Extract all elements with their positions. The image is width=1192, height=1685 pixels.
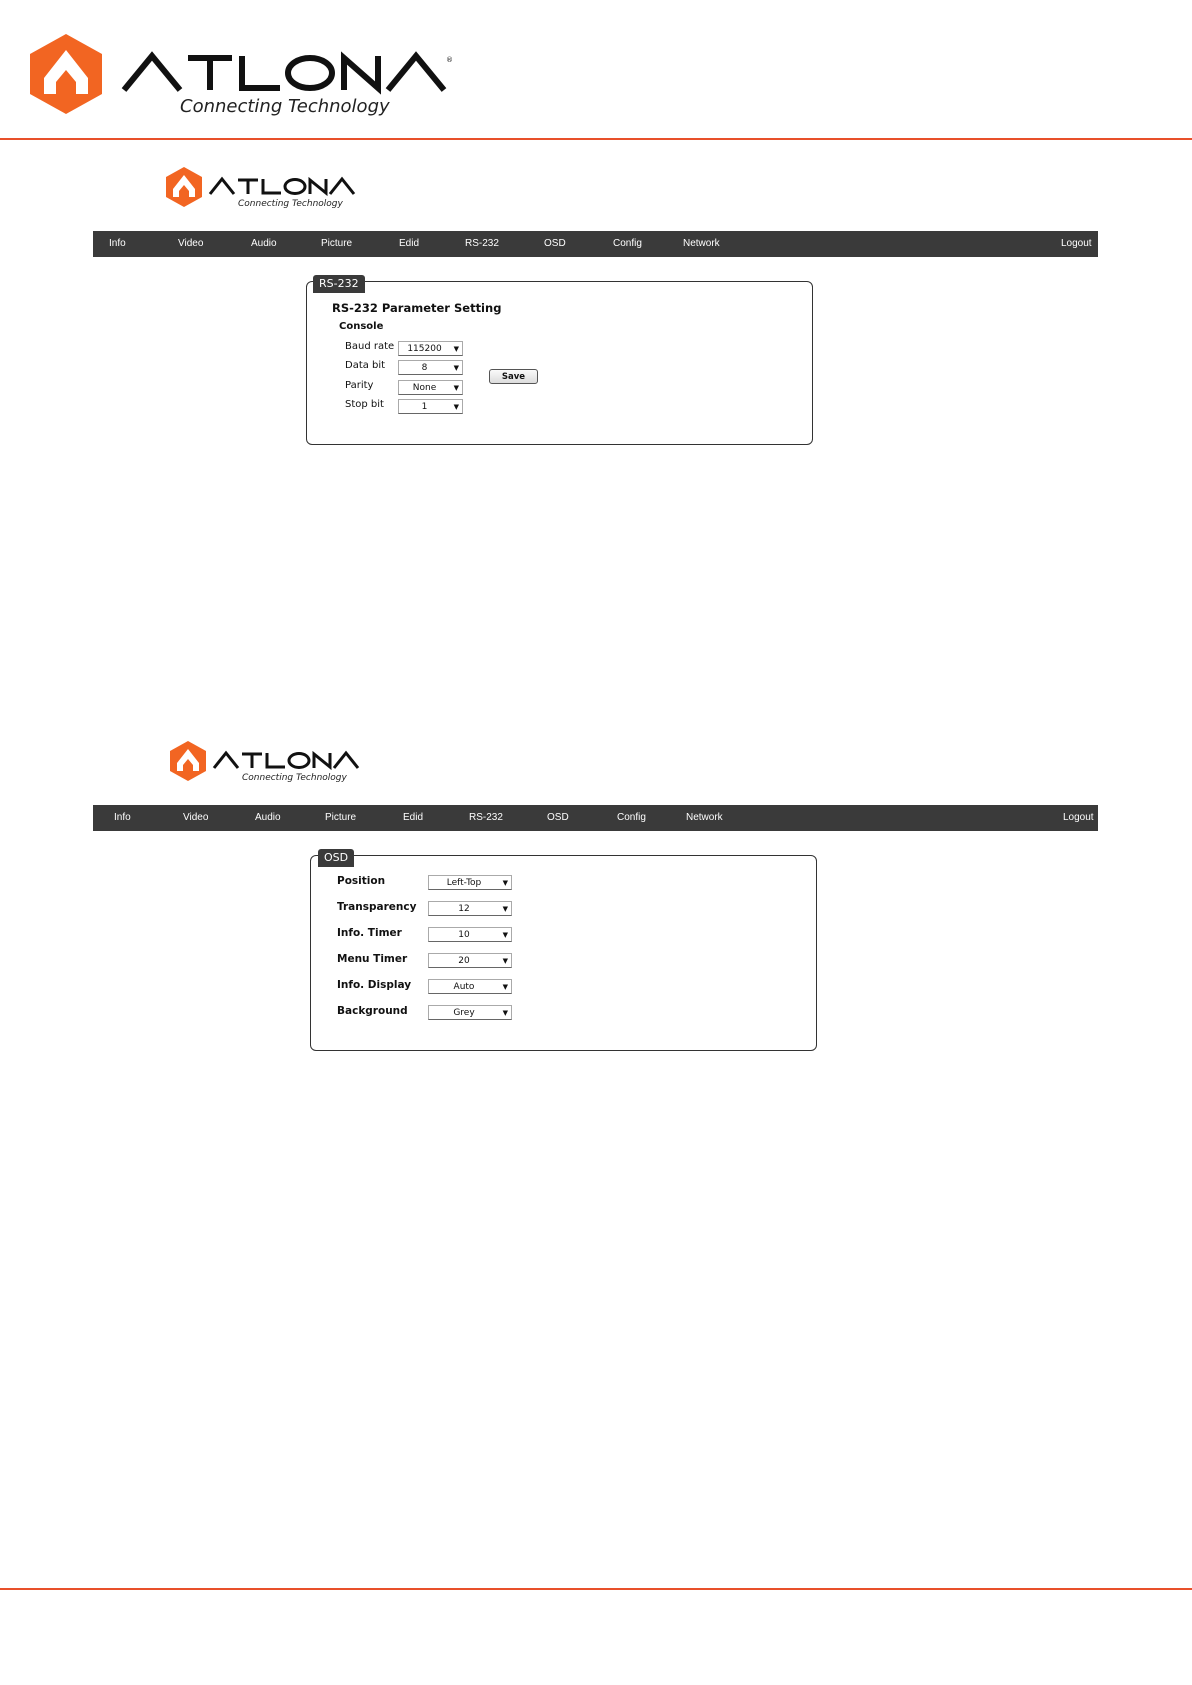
nav-network[interactable]: Network — [686, 812, 723, 823]
nav-osd[interactable]: OSD — [544, 238, 566, 249]
console-heading: Console — [339, 321, 384, 332]
logo-tagline: Connecting Technology — [180, 96, 390, 117]
parity-label: Parity — [345, 380, 374, 391]
nav-audio[interactable]: Audio — [255, 812, 281, 823]
nav-info[interactable]: Info — [109, 238, 126, 249]
chevron-down-icon: ▼ — [502, 1009, 508, 1017]
stop-bit-select[interactable]: 1 ▼ — [398, 399, 463, 414]
info-timer-label: Info. Timer — [337, 927, 402, 939]
nav-rs232[interactable]: RS-232 — [469, 812, 503, 823]
chevron-down-icon: ▼ — [502, 879, 508, 887]
chevron-down-icon: ▼ — [453, 403, 459, 411]
baud-rate-select[interactable]: 115200 ▼ — [398, 341, 463, 356]
position-select[interactable]: Left-Top ▼ — [428, 875, 512, 890]
document-logo — [26, 32, 466, 122]
nav-info[interactable]: Info — [114, 812, 131, 823]
menu-timer-select[interactable]: 20 ▼ — [428, 953, 512, 968]
nav-network[interactable]: Network — [683, 238, 720, 249]
nav-video[interactable]: Video — [183, 812, 209, 823]
baud-rate-label: Baud rate — [345, 341, 395, 352]
atlona-logo-icon — [26, 32, 466, 122]
header-rule — [0, 138, 1192, 140]
svg-text:®: ® — [446, 56, 453, 64]
chevron-down-icon: ▼ — [502, 983, 508, 991]
chevron-down-icon: ▼ — [502, 957, 508, 965]
logo-tagline: Connecting Technology — [238, 199, 343, 209]
nav-picture[interactable]: Picture — [325, 812, 357, 823]
rs232-panel-tag: RS-232 — [313, 275, 365, 293]
nav-video[interactable]: Video — [178, 238, 204, 249]
info-display-label: Info. Display — [337, 979, 412, 991]
background-label: Background — [337, 1005, 408, 1017]
nav-audio[interactable]: Audio — [251, 238, 277, 249]
save-button[interactable]: Save — [489, 369, 538, 384]
transparency-select[interactable]: 12 ▼ — [428, 901, 512, 916]
chevron-down-icon: ▼ — [453, 384, 459, 392]
menu-timer-label: Menu Timer — [337, 953, 408, 965]
chevron-down-icon: ▼ — [502, 905, 508, 913]
chevron-down-icon: ▼ — [453, 345, 459, 353]
nav-osd[interactable]: OSD — [547, 812, 569, 823]
info-timer-select[interactable]: 10 ▼ — [428, 927, 512, 942]
nav-config[interactable]: Config — [613, 238, 642, 249]
rs232-title: RS-232 Parameter Setting — [332, 301, 502, 315]
nav-logout[interactable]: Logout — [1061, 238, 1092, 249]
footer-rule — [0, 1588, 1192, 1590]
nav-edid[interactable]: Edid — [403, 812, 424, 823]
info-display-select[interactable]: Auto ▼ — [428, 979, 512, 994]
chevron-down-icon: ▼ — [453, 364, 459, 372]
data-bit-select[interactable]: 8 ▼ — [398, 360, 463, 375]
nav-picture[interactable]: Picture — [321, 238, 353, 249]
nav-bar — [93, 805, 1098, 831]
transparency-label: Transparency — [337, 901, 417, 913]
nav-logout[interactable]: Logout — [1063, 812, 1094, 823]
background-select[interactable]: Grey ▼ — [428, 1005, 512, 1020]
parity-select[interactable]: None ▼ — [398, 380, 463, 395]
position-label: Position — [337, 875, 386, 887]
nav-rs232[interactable]: RS-232 — [465, 238, 499, 249]
osd-panel-tag: OSD — [318, 849, 354, 867]
nav-config[interactable]: Config — [617, 812, 646, 823]
screen-logo — [168, 740, 398, 788]
data-bit-label: Data bit — [345, 360, 386, 371]
stop-bit-label: Stop bit — [345, 399, 384, 410]
nav-bar — [93, 231, 1098, 257]
screen-logo — [164, 166, 394, 214]
logo-tagline: Connecting Technology — [242, 773, 347, 783]
chevron-down-icon: ▼ — [502, 931, 508, 939]
nav-edid[interactable]: Edid — [399, 238, 420, 249]
